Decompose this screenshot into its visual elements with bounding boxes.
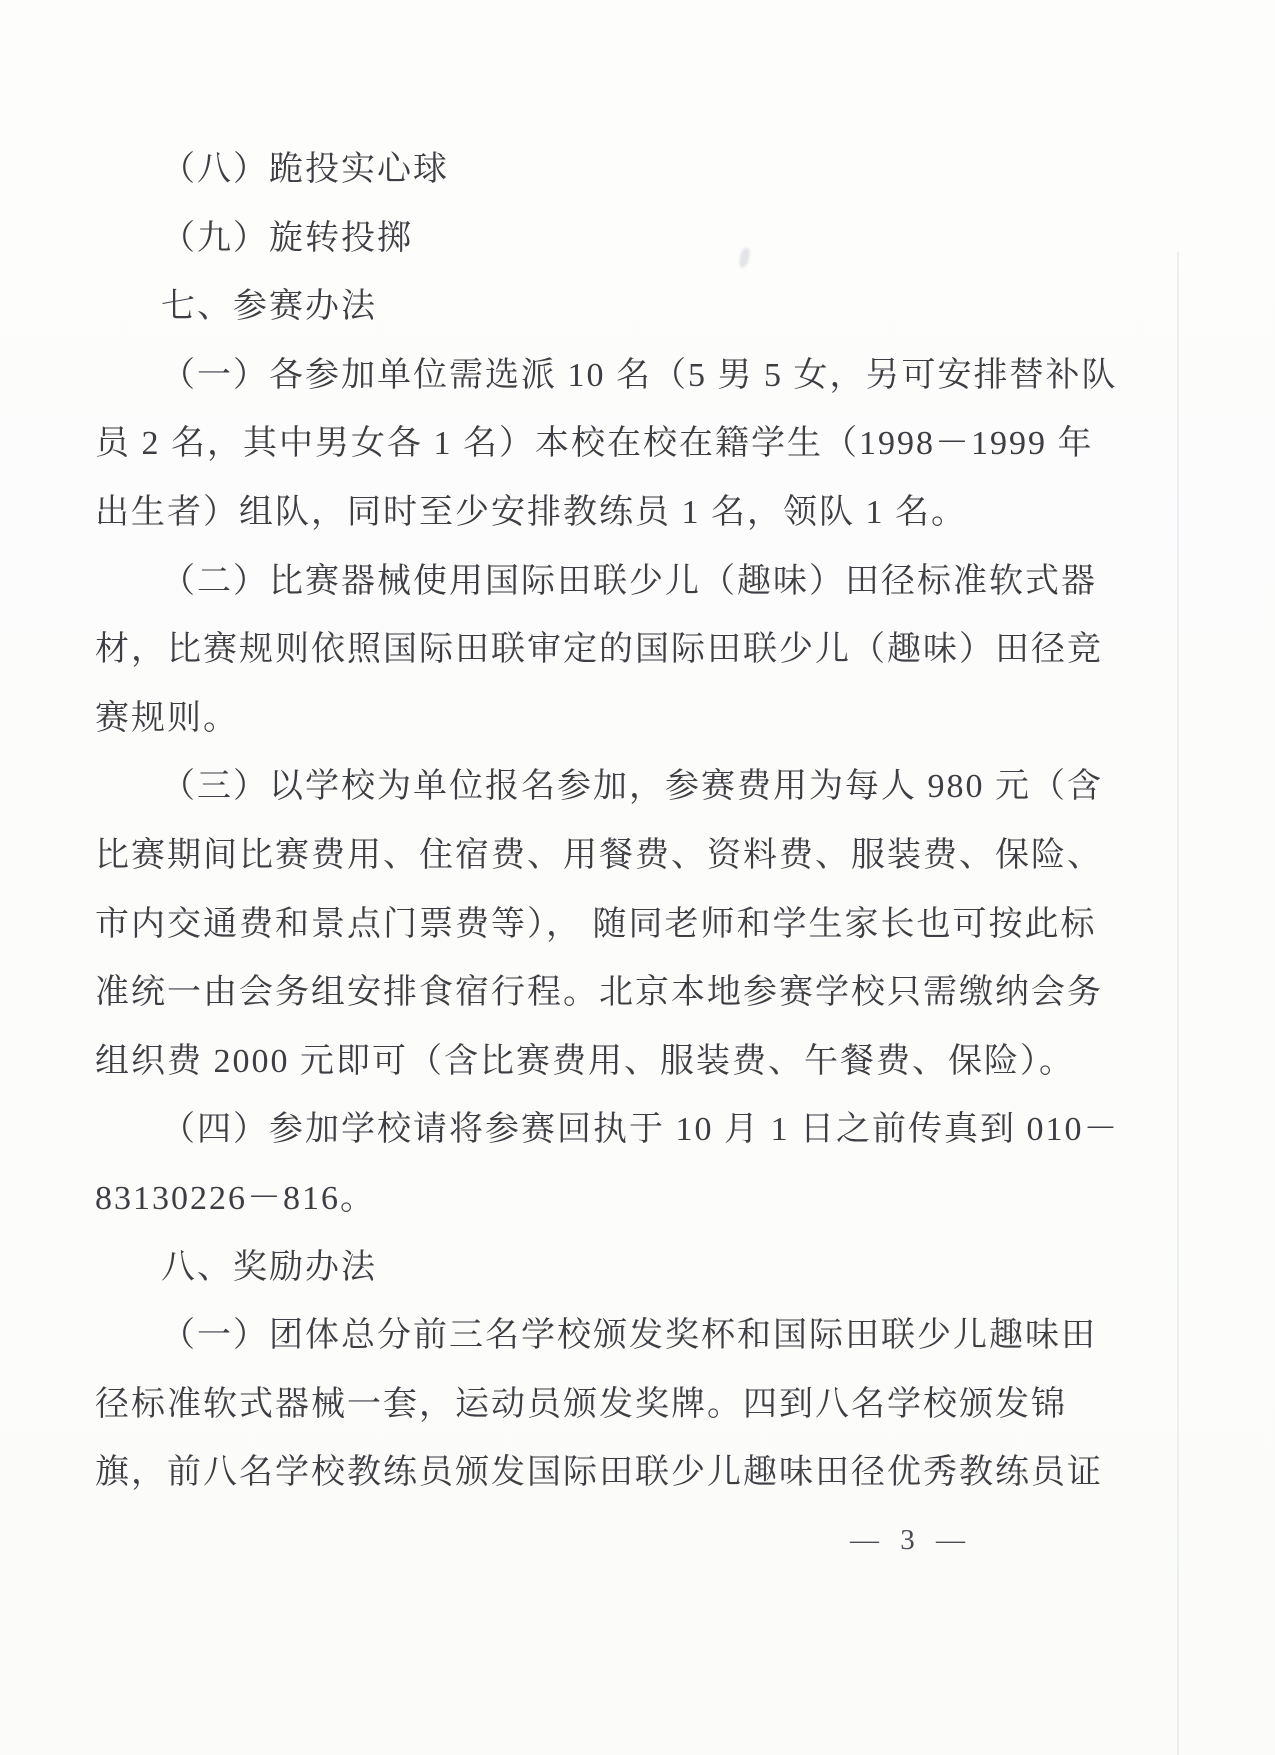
text-line: 八、奖励办法	[161, 1248, 377, 1286]
text-line: 准统一由会务组安排食宿行程。北京本地参赛学校只需缴纳会务	[95, 974, 1103, 1012]
text-line: （一）团体总分前三名学校颁发奖杯和国际田联少儿趣味田	[161, 1317, 1097, 1355]
scan-artifact-vertical-line	[1177, 252, 1179, 1755]
text-line: （一）各参加单位需选派 10 名（5 男 5 女，另可安排替补队	[161, 356, 1118, 394]
page-number: — 3 —	[850, 1524, 972, 1556]
text-line: 七、参赛办法	[161, 288, 377, 326]
text-line: 径标准软式器械一套，运动员颁发奖牌。四到八名学校颁发锦	[95, 1385, 1067, 1423]
text-line: （三）以学校为单位报名参加，参赛费用为每人 980 元（含	[161, 768, 1103, 806]
text-line: 旗，前八名学校教练员颁发国际田联少儿趣味田径优秀教练员证	[95, 1454, 1103, 1492]
document-body	[95, 146, 1120, 1518]
text-line: 组织费 2000 元即可（含比赛费用、服装费、午餐费、保险）。	[95, 1042, 1075, 1080]
text-line: 市内交通费和景点门票费等）， 随同老师和学生家长也可按此标	[95, 905, 1097, 943]
text-line: （八）跪投实心球	[161, 151, 449, 188]
text-line: 83130226－816。	[95, 1179, 376, 1217]
text-line: （二）比赛器械使用国际田联少儿（趣味）田径标准软式器	[161, 562, 1097, 600]
text-line: 出生者）组队，同时至少安排教练员 1 名，领队 1 名。	[95, 493, 967, 531]
text-line: 比赛期间比赛费用、住宿费、用餐费、资料费、服装费、保险、	[95, 836, 1103, 874]
text-line: （四）参加学校请将参赛回执于 10 月 1 日之前传真到 010－	[161, 1111, 1120, 1149]
text-line: （九）旋转投掷	[161, 219, 413, 257]
text-line: 赛规则。	[95, 699, 239, 737]
text-line: 员 2 名，其中男女各 1 名）本校在校在籍学生（1998－1999 年	[95, 425, 1094, 463]
text-line: 材，比赛规则依照国际田联审定的国际田联少儿（趣味）田径竞	[95, 631, 1103, 669]
